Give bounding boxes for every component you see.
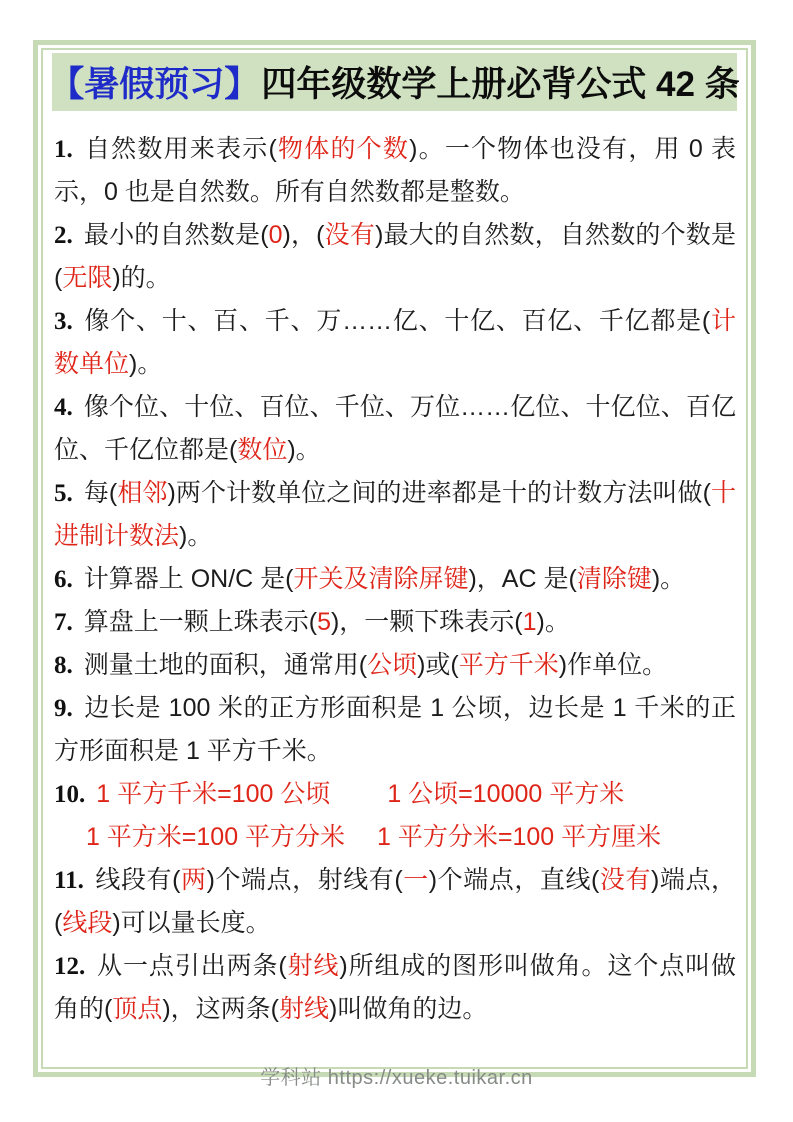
page-frame-inner xyxy=(41,48,748,1069)
answer-highlight: 没有 xyxy=(324,221,376,249)
text-segment: )或( xyxy=(417,651,459,679)
text-segment: )两个计数单位之间的进率都是十的计数方法叫做( xyxy=(167,479,711,507)
text-segment: 算盘上一颗上珠表示( xyxy=(83,608,318,636)
answer-highlight: 无限 xyxy=(62,264,113,292)
text-segment: )，AC 是( xyxy=(468,565,577,593)
text-segment: )。一个物体也没有，用 0 表示，0 也是自然数。所有自然数都是整数。 xyxy=(54,135,736,206)
text-segment: )最大的自然数，自然数的个数是( xyxy=(54,221,736,292)
text-segment xyxy=(54,823,86,851)
text-segment: )。 xyxy=(536,608,570,636)
text-segment: 自然数用来表示( xyxy=(83,135,277,163)
item-number: 8. xyxy=(54,652,73,679)
formula-item xyxy=(54,128,736,214)
answer-highlight: 0 xyxy=(268,221,283,249)
text-segment: )所组成的图形叫做角。这个点叫做角的( xyxy=(54,952,737,1023)
formula-item xyxy=(54,859,736,945)
answer-highlight: 计数单位 xyxy=(54,307,736,378)
text-segment: )叫做角的边。 xyxy=(329,995,488,1023)
text-segment: )。 xyxy=(129,350,163,378)
text-segment: )的。 xyxy=(112,264,171,292)
formula-item xyxy=(54,644,736,687)
formula-item xyxy=(54,386,736,472)
text-segment: 从一点引出两条( xyxy=(96,952,287,980)
formula-item xyxy=(54,687,736,773)
text-segment: )作单位。 xyxy=(558,651,668,679)
text-segment: 每( xyxy=(83,479,118,507)
formula-list xyxy=(51,128,738,1031)
answer-highlight: 两 xyxy=(180,866,207,894)
text-segment: )，这两条( xyxy=(162,995,279,1023)
text-segment xyxy=(345,823,377,851)
answer-highlight: 清除键 xyxy=(576,565,652,593)
answer-highlight: 射线 xyxy=(286,952,340,980)
answer-highlight: 顶点 xyxy=(112,995,163,1023)
text-segment: )。 xyxy=(287,436,321,464)
text-segment: )，一颗下珠表示( xyxy=(330,608,523,636)
answer-highlight: 1 平方米=100 平方分米 xyxy=(85,823,346,851)
item-number: 5. xyxy=(54,480,73,507)
text-segment: 计算器上 ON/C 是( xyxy=(83,565,294,593)
answer-highlight: 1 公顷=10000 平方米 xyxy=(387,780,625,808)
item-number: 9. xyxy=(54,695,73,722)
answer-highlight: 1 平方千米=100 公顷 xyxy=(96,780,331,808)
answer-highlight: 射线 xyxy=(279,995,330,1023)
formula-item xyxy=(54,601,736,644)
formula-item xyxy=(54,214,736,300)
text-segment: 测量土地的面积，通常用( xyxy=(83,651,368,679)
answer-highlight: 开关及清除屏键 xyxy=(293,565,469,593)
item-number: 11. xyxy=(54,867,84,894)
answer-highlight: 没有 xyxy=(599,866,652,894)
answer-highlight: 1 平方分米=100 平方厘米 xyxy=(377,823,662,851)
answer-highlight: 相邻 xyxy=(117,479,168,507)
item-number: 6. xyxy=(54,566,73,593)
title-text: 四年级数学上册必背公式 42 条 xyxy=(261,65,740,104)
text-segment: )个端点，射线有( xyxy=(206,866,403,894)
answer-highlight: 十进制计数法 xyxy=(54,479,737,550)
text-segment: 最小的自然数是( xyxy=(83,221,269,249)
item-number: 2. xyxy=(54,222,73,249)
text-segment: )可以量长度。 xyxy=(112,909,271,937)
answer-highlight: 一 xyxy=(402,866,429,894)
formula-item xyxy=(54,472,736,558)
title-tag: 【暑假预习】 xyxy=(49,65,260,104)
text-segment: 像个位、十位、百位、千位、万位……亿位、十亿位、百亿位、千亿位都是( xyxy=(54,393,736,464)
answer-highlight: 数位 xyxy=(237,436,288,464)
text-segment: 线段有( xyxy=(94,866,181,894)
answer-highlight: 物体的个数 xyxy=(276,135,410,163)
formula-item xyxy=(54,945,736,1031)
item-number: 3. xyxy=(54,308,73,335)
page-frame xyxy=(33,40,756,1077)
text-segment: )，( xyxy=(282,221,325,249)
answer-highlight: 公顷 xyxy=(367,651,418,679)
formula-item xyxy=(54,300,736,386)
answer-highlight: 线段 xyxy=(62,909,113,937)
item-number: 7. xyxy=(54,609,73,636)
formula-item xyxy=(54,773,736,859)
text-segment xyxy=(330,780,387,808)
page-title xyxy=(49,53,740,111)
item-number: 1. xyxy=(54,136,73,163)
text-segment: 像个、十、百、千、万……亿、十亿、百亿、千亿都是( xyxy=(83,307,711,335)
text-segment: )。 xyxy=(651,565,686,593)
text-segment: 边长是 100 米的正方形面积是 1 公顷，边长是 1 千米的正方形面积是 1 平方千米。 xyxy=(54,694,736,765)
item-number: 10. xyxy=(54,781,86,808)
answer-highlight: 1 xyxy=(522,608,537,636)
answer-highlight: 5 xyxy=(317,608,331,636)
formula-item xyxy=(54,558,736,601)
text-segment: )端点，( xyxy=(54,866,737,937)
item-number: 12. xyxy=(54,953,86,980)
item-number: 4. xyxy=(54,394,73,421)
watermark-footer: 学科站 https://xueke.tuikar.cn xyxy=(260,1067,533,1089)
answer-highlight: 平方千米 xyxy=(458,651,559,679)
text-segment: )。 xyxy=(179,522,213,550)
text-segment: )个端点，直线( xyxy=(428,866,600,894)
